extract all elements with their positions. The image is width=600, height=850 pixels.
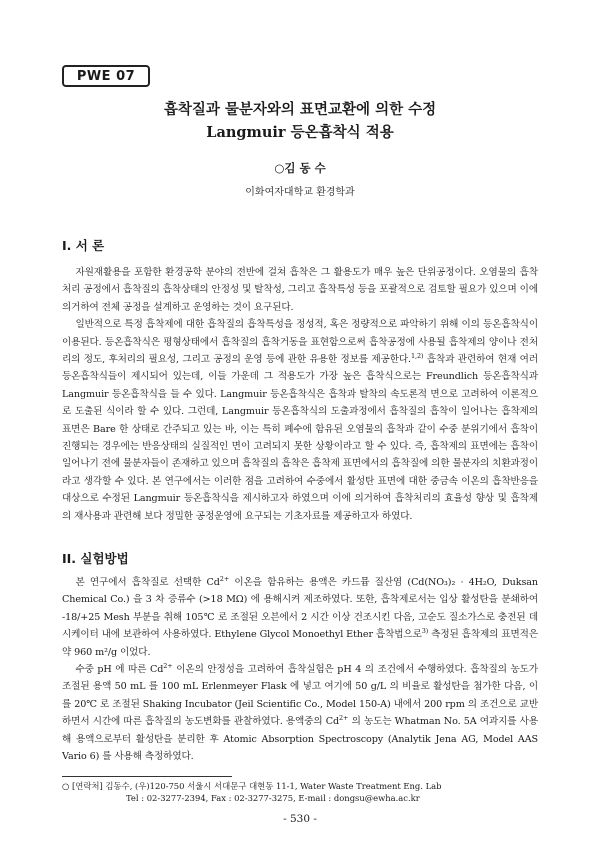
charge-superscript: 2+ [163, 661, 173, 670]
citation-superscript: 3) [421, 627, 429, 636]
paper-code-badge: PWE 07 [62, 65, 150, 87]
intro-p2-text-a: 일반적으로 특정 흡착제에 대한 흡착질의 흡착특성을 정성적, 혹은 정량적으로 파악하기 위해 이의 등온흡착식이 이용된다. 등온흡착식은 평형상태에서 흡착질의 흡착거동을 표현함으로써 흡착공정에 사용될 흡착제의 양이나 전처리의 정도, 후처리의 필요성, 그리고 공정의 운영 등에 관한 유용한 정보를 제공한다. [62, 319, 538, 366]
section-heading-methods: II. 실험방법 [62, 551, 129, 566]
intro-p2-text-b: 흡착과 관련하여 현재 여러 등온흡착식들이 제시되어 있는데, 이들 가운데 그 적용도가 가장 높은 흡착식으로는 Freundlich 등온흡착식과 Langmuir 등온흡착식을 들 수 있다. Langmuir 등온흡착식은 흡착과 탈착의 속도론적 면으로 고려하여 이론적으로 도출된 식이라 할 수 있다. 그런데, Langmuir 등온흡착식의 도출과정에서 흡착질의 흡착이 일어나는 흡착제의 표면은 Bare 한 상태로 간주되고 있는 바, 이는 특히 폐수에 함유된 오염물의 흡착과 같이 수중 분위기에서 흡착이 진행되는 경우에는 반응상태의 실질적인 면이 고려되지 못한 상황이라고 할 수 있다. 즉, 흡착제의 표면에는 흡착이 일어나기 전에 물분자들이 존재하고 있으며 흡착질의 흡착은 흡착제 표면에서의 흡착질에 의한 물분자의 치환과정이라고 생각할 수 있다. 본 연구에서는 이러한 점을 고려하여 수중에서 활성탄 표면에 대한 중금속 이온의 흡착반응을 대상으로 수정된 Langmuir 등온흡착식을 제시하고자 하였으며 이에 의거하여 흡착처리의 효율성 향상 및 흡착제의 재사용과 관련해 보다 정밀한 공정운영에 요구되는 기초자료를 제공하고자 하였다. [62, 354, 538, 522]
paper-title-line1: 흡착질과 물분자와의 표면교환에 의한 수정 [163, 101, 437, 118]
section-heading-introduction: I. 서 론 [62, 238, 105, 253]
methods-p1-text-c: 측정된 흡착제의 표면적은 약 960 m²/g 이었다. [62, 629, 538, 658]
paper-title-line2: Langmuir 등온흡착식 적용 [206, 124, 394, 141]
page-number: - 530 - [283, 813, 317, 825]
charge-superscript: 2+ [219, 574, 230, 583]
footnote-divider [62, 776, 232, 777]
methods-p1-text-b: 이온을 함유하는 용액은 카드뮴 질산염 (Cd(NO₃)₂ · 4H₂O, Duksan Chemical Co.) 을 3 차 증류수 (>18 MΩ) 에 용해시켜 제조하였다. 또한, 흡착제로서는 입상 활성탄을 분쇄하여 -18/+25 Mesh 부분을 취해 105℃ 로 조절된 오븐에서 2 시간 이상 건조시킨 다음, 고순도 질소가스로 충전된 데시케이터 내에 보관하여 사용하였다. Ethylene Glycol Monoethyl Ether 흡착법으로 [62, 577, 538, 641]
footnote-phone-email-line: Tel : 02-3277-2394, Fax : 02-3277-3275, E-mail : dongsu@ewha.ac.kr [126, 793, 420, 803]
methods-paragraph-2 [62, 661, 538, 765]
introduction-paragraph-1: 자원재활용을 포함한 환경공학 분야의 전반에 걸쳐 흡착은 그 활용도가 매우 높은 단위공정이다. 오염물의 흡착처리 공정에서 흡착질의 흡착상태의 안정성 및 탈착성, 그리고 흡착특성 등을 포괄적으로 검토할 필요가 있으며 이에 의거하여 전체 공정을 설계하고 운영하는 것이 요구된다. [62, 267, 538, 313]
methods-p2-text-a: 수중 pH 에 따른 Cd [75, 664, 164, 676]
footnote-contact-line: ○ [연락처] 김동수, (우)120-750 서울시 서대문구 대현동 11-1, Water Waste Treatment Eng. Lab [62, 781, 442, 791]
charge-superscript: 2+ [339, 714, 349, 723]
methods-body [62, 574, 538, 765]
footnote [62, 780, 542, 804]
methods-p2-text-c: 의 농도는 Whatman No. 5A 여과지를 사용해 용액으로부터 활성탄을 분리한 후 Atomic Absorption Spectroscopy (Analytik Jena AG, Model AAS Vario 6) 를 사용해 측정하였다. [62, 716, 538, 763]
methods-p2-text-b: 이온의 안정성을 고려하여 흡착실험은 pH 4 의 조건에서 수행하였다. 흡착질의 농도가 조절된 용액 50 mL 를 100 mL Erlenmeyer Flask 에 넣고 여기에 50 g/L 의 비율로 활성탄을 첨가한 다음, 이를 20℃ 로 조절된 Shaking Incubator (Jeil Scientific Co., Model 150-A) 내에서 200 rpm 의 조건으로 교반하면서 시간에 따른 흡착질의 농도변화를 관찰하였다. 용액중의 Cd [62, 664, 538, 728]
introduction-body [62, 264, 538, 525]
author-name: ○김 동 수 [274, 161, 326, 175]
author-affiliation: 이화여자대학교 환경학과 [245, 187, 355, 198]
introduction-paragraph-2 [62, 316, 538, 525]
methods-p1-text-a: 본 연구에서 흡착질로 선택한 Cd [75, 577, 220, 588]
methods-paragraph-1 [62, 574, 538, 661]
citation-superscript: 1,2) [410, 351, 424, 360]
